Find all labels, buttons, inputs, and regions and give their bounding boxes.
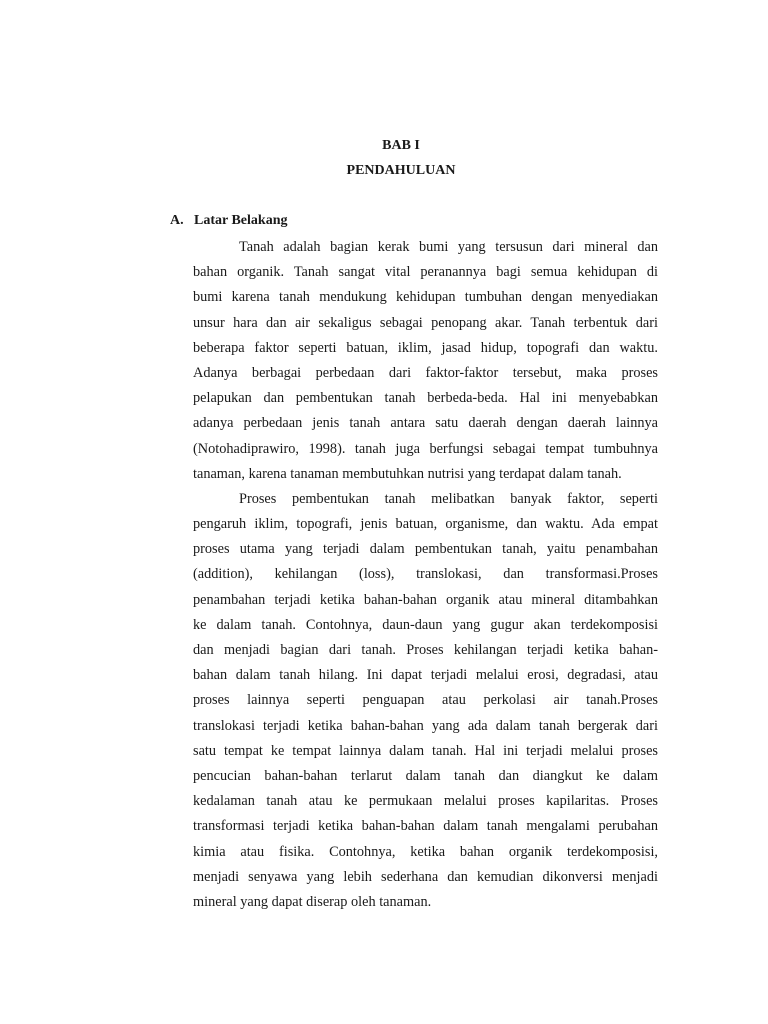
paragraph-line: pengaruh iklim, topografi, jenis batuan, organisme, dan waktu. Ada empat [193, 516, 658, 533]
paragraph-line: Proses pembentukan tanah melibatkan banyak faktor, seperti [239, 490, 658, 507]
paragraph-line: menjadi senyawa yang lebih sederhana dan kemudian dikonversi menjadi [193, 868, 658, 885]
paragraph-line: bumi karena tanah mendukung kehidupan tumbuhan dengan menyediakan [193, 289, 658, 306]
paragraph-line: (addition), kehilangan (loss), translokasi, dan transformasi.Proses [193, 566, 658, 583]
body-text [193, 235, 658, 915]
paragraph-line: beberapa faktor seperti batuan, iklim, jasad hidup, topografi dan waktu. [193, 339, 658, 356]
paragraph-line: transformasi terjadi ketika bahan-bahan dalam tanah mengalami perubahan [193, 818, 658, 835]
paragraph-line: unsur hara dan air sekaligus sebagai penopang akar. Tanah terbentuk dari [193, 314, 658, 331]
paragraph-line: penambahan terjadi ketika bahan-bahan organik atau mineral ditambahkan [193, 591, 658, 608]
paragraph-line: Adanya berbagai perbedaan dari faktor-faktor tersebut, maka proses [193, 364, 658, 381]
paragraph-line: kedalaman tanah atau ke permukaan melalui proses kapilaritas. Proses [193, 793, 658, 810]
paragraph-line: translokasi terjadi ketika bahan-bahan yang ada dalam tanah bergerak dari [193, 717, 658, 734]
paragraph-line: (Notohadiprawiro, 1998). tanah juga berfungsi sebagai tempat tumbuhnya [193, 440, 658, 457]
paragraph-line: proses lainnya seperti penguapan atau perkolasi air tanah.Proses [193, 692, 658, 709]
paragraph-2 [193, 487, 658, 915]
paragraph-line: bahan dalam tanah hilang. Ini dapat terjadi melalui erosi, degradasi, atau [193, 667, 658, 684]
paragraph-line: tanaman, karena tanaman membutuhkan nutrisi yang terdapat dalam tanah. [193, 465, 622, 482]
section-heading [170, 211, 287, 231]
paragraph-line: adanya perbedaan jenis tanah antara satu daerah dengan daerah lainnya [193, 415, 658, 432]
chapter-title: PENDAHULUAN [346, 163, 456, 178]
paragraph-line: kimia atau fisika. Contohnya, ketika bahan organik terdekomposisi, [193, 843, 658, 860]
paragraph-line: bahan organik. Tanah sangat vital peranannya bagi semua kehidupan di [193, 264, 658, 281]
section-title: Latar Belakang [194, 213, 288, 228]
paragraph-line: mineral yang dapat diserap oleh tanaman. [193, 893, 432, 910]
paragraph-line: dan menjadi bagian dari tanah. Proses kehilangan terjadi ketika bahan- [193, 642, 658, 658]
paragraph-1 [193, 235, 658, 487]
paragraph-line: Tanah adalah bagian kerak bumi yang tersusun dari mineral dan [239, 239, 658, 255]
paragraph-line: pencucian bahan-bahan terlarut dalam tanah dan diangkut ke dalam [193, 767, 658, 784]
chapter-number: BAB I [382, 138, 420, 153]
paragraph-line: proses utama yang terjadi dalam pembentukan tanah, yaitu penambahan [193, 541, 658, 558]
paragraph-line: ke dalam tanah. Contohnya, daun-daun yang gugur akan terdekomposisi [193, 616, 658, 633]
section-letter: A. [170, 213, 184, 228]
paragraph-line: pelapukan dan pembentukan tanah berbeda-beda. Hal ini menyebabkan [193, 390, 658, 407]
paragraph-line: satu tempat ke tempat lainnya dalam tanah. Hal ini terjadi melalui proses [193, 742, 658, 759]
